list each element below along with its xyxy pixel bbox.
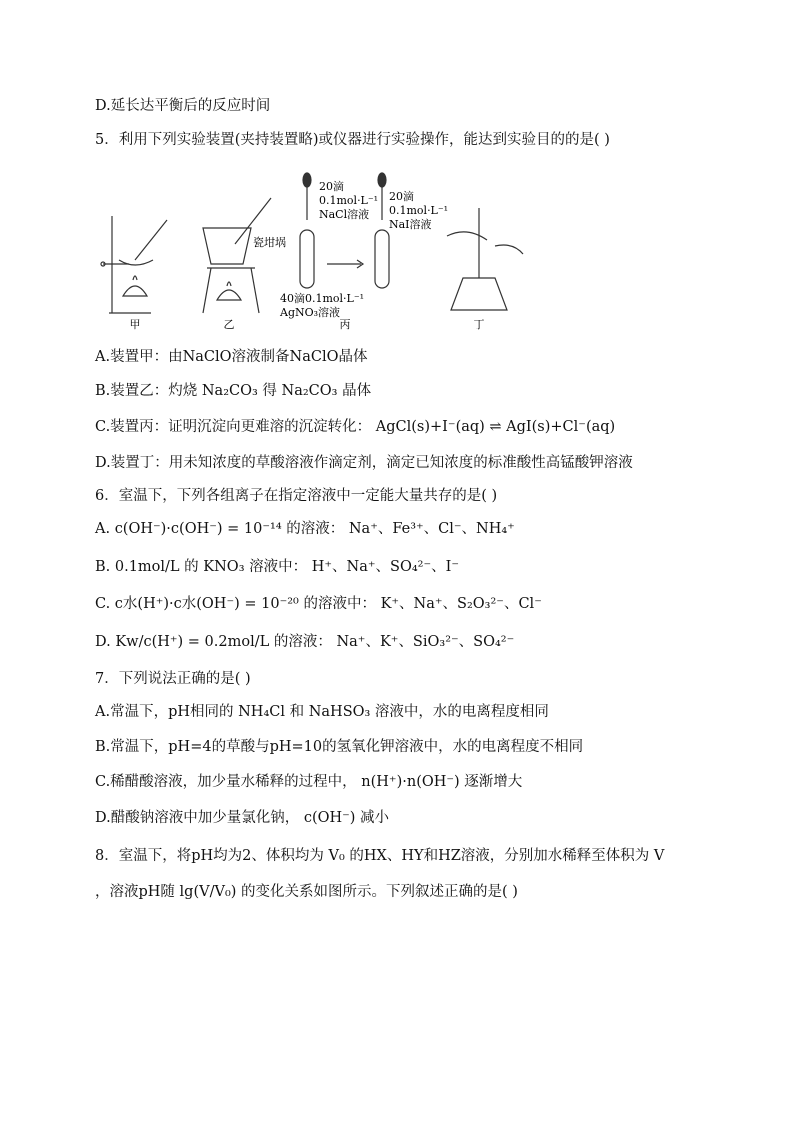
option-5c: C.装置丙：证明沉淀向更难溶的沉淀转化： AgCl(s)+I⁻(aq) ⇌ AgI(s)+Cl⁻(aq) <box>95 419 616 435</box>
question-5: 5．利用下列实验装置(夹持装置略)或仪器进行实验操作，能达到实验目的的是( ) <box>95 132 610 148</box>
option-7b: B.常温下，pH=4的草酸与pH=10的氢氧化钾溶液中，水的电离程度不相同 <box>95 739 584 755</box>
apparatus-jia-drawing <box>101 216 167 313</box>
option-5a: A.装置甲：由NaClO溶液制备NaClO晶体 <box>95 349 368 365</box>
label-nacl: NaCl溶液 <box>319 208 370 221</box>
label-bing: 丙 <box>339 318 351 331</box>
question-7: 7．下列说法正确的是( ) <box>95 671 251 687</box>
label-ding: 丁 <box>473 318 485 331</box>
label-agno3: AgNO₃溶液 <box>280 306 341 319</box>
label-conc-2: 0.1mol·L⁻¹ <box>389 204 449 217</box>
option-4d: D.延长达平衡后的反应时间 <box>95 98 271 114</box>
option-7d: D.醋酸钠溶液中加少量氯化钠， c(OH⁻) 减小 <box>95 810 390 826</box>
question-6: 6．室温下，下列各组离子在指定溶液中一定能大量共存的是( ) <box>95 488 498 504</box>
option-6a: A. c(OH⁻)·c(OH⁻) = 10⁻¹⁴ 的溶液： Na⁺、Fe³⁺、Cl⁻、NH₄⁺ <box>95 521 515 537</box>
option-5d: D.装置丁：用未知浓度的草酸溶液作滴定剂，滴定已知浓度的标准酸性高锰酸钾溶液 <box>95 455 633 471</box>
label-drops-1: 20滴 <box>319 180 344 193</box>
label-jia: 甲 <box>129 318 141 331</box>
label-conc-1: 0.1mol·L⁻¹ <box>319 194 379 207</box>
apparatus-bing-drawing <box>300 173 389 288</box>
option-6d: D. Kw/c(H⁺) = 0.2mol/L 的溶液： Na⁺、K⁺、SiO₃²⁻、SO₄²⁻ <box>95 634 515 650</box>
option-7c: C.稀醋酸溶液，加少量水稀释的过程中， n(H⁺)·n(OH⁻) 逐渐增大 <box>95 774 523 790</box>
label-nai: NaI溶液 <box>389 218 432 231</box>
option-6c: C. c水(H⁺)·c水(OH⁻) = 10⁻²⁰ 的溶液中： K⁺、Na⁺、S₂O₃²⁻、Cl⁻ <box>95 596 542 612</box>
option-7a: A.常温下，pH相同的 NH₄Cl 和 NaHSO₃ 溶液中，水的电离程度相同 <box>95 704 549 720</box>
apparatus-yi-drawing <box>203 198 271 313</box>
question-8: 8．室温下，将pH均为2、体积均为 V₀ 的HX、HY和HZ溶液，分别加水稀释至体积为 V <box>95 848 665 864</box>
label-crucible: 瓷坩埚 <box>253 236 286 249</box>
label-agno3-amount: 40滴0.1mol·L⁻¹ <box>280 292 365 305</box>
option-5b: B.装置乙：灼烧 Na₂CO₃ 得 Na₂CO₃ 晶体 <box>95 383 372 399</box>
question-8-cont: ，溶液pH随 lg(V/V₀) 的变化关系如图所示。下列叙述正确的是( ) <box>95 884 518 900</box>
apparatus-figure <box>95 168 535 338</box>
label-yi: 乙 <box>223 318 235 331</box>
label-drops-2: 20滴 <box>389 190 414 203</box>
apparatus-ding-drawing <box>447 208 523 310</box>
option-6b: B. 0.1mol/L 的 KNO₃ 溶液中： H⁺、Na⁺、SO₄²⁻、I⁻ <box>95 559 459 575</box>
